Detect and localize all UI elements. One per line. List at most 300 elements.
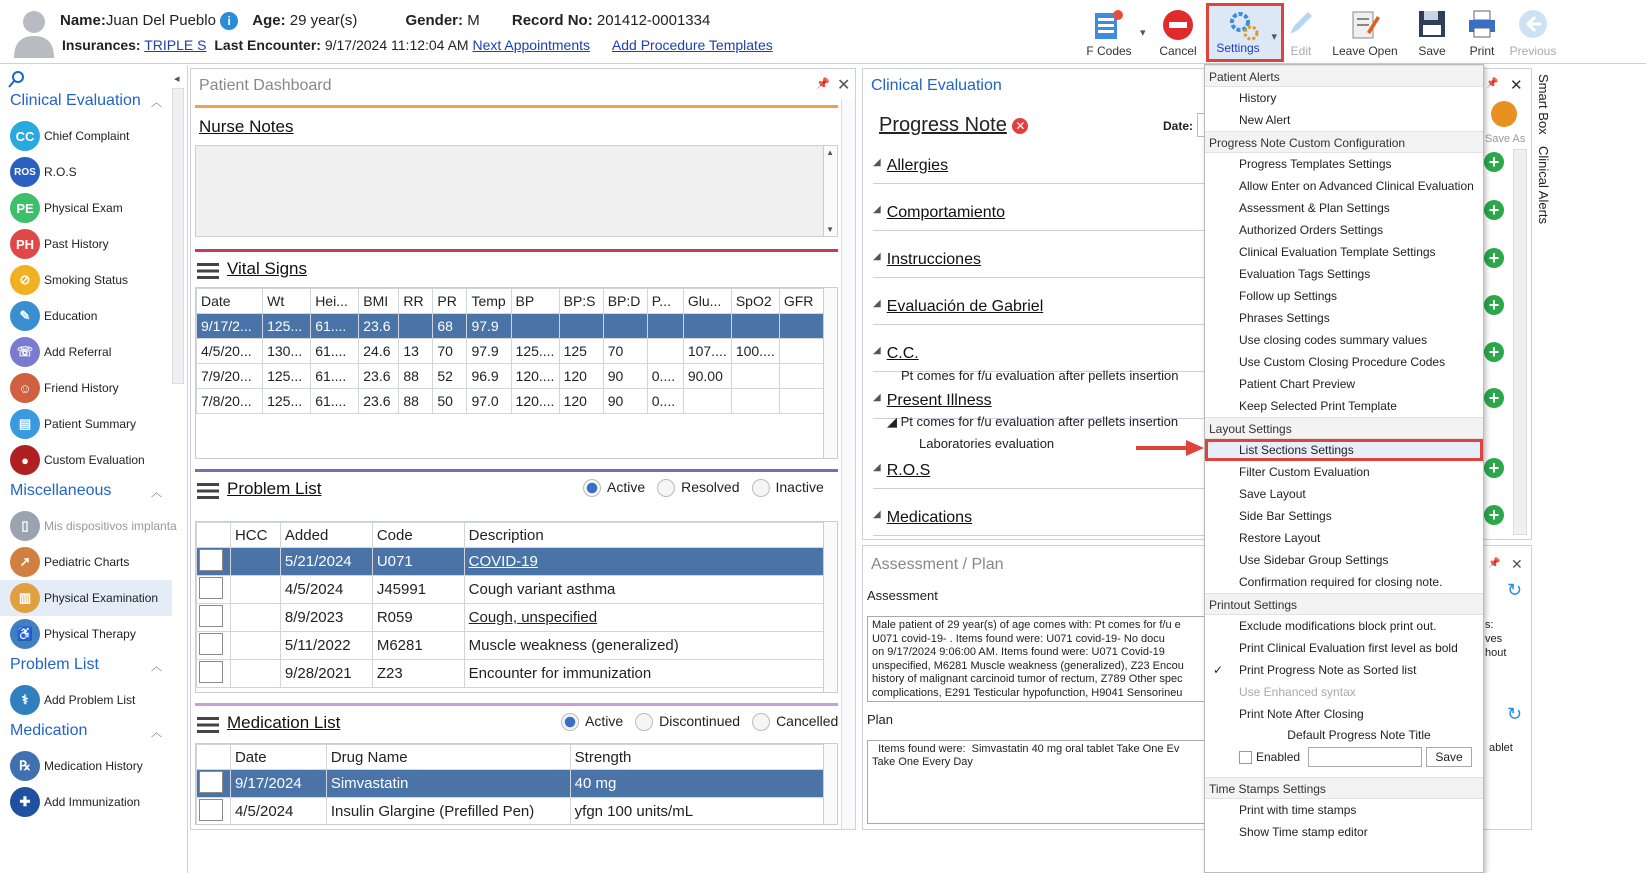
nav-item-icon: ⊘ (10, 265, 40, 295)
clinical-section[interactable]: ◢ Comportamiento (873, 204, 1005, 221)
row-checkbox[interactable] (199, 661, 223, 683)
leave-open-button[interactable]: Leave Open (1330, 4, 1400, 62)
nav-item[interactable] (0, 544, 172, 580)
remove-icon[interactable]: ✕ (1012, 118, 1028, 134)
add-icon[interactable]: + (1484, 295, 1504, 315)
table-cell: 120.... (511, 364, 559, 389)
add-icon[interactable]: + (1484, 248, 1504, 268)
column-header[interactable]: Code (372, 523, 464, 548)
clinical-section-wrap (873, 458, 1213, 505)
menu-header: Progress Note Custom Configuration (1205, 131, 1483, 153)
add-icon[interactable]: + (1484, 458, 1504, 478)
row-checkbox[interactable] (199, 799, 223, 821)
problem-heading: Problem List (197, 479, 321, 499)
table-cell (683, 389, 731, 414)
section-divider (873, 535, 1213, 536)
patient-dashboard-panel (190, 68, 856, 830)
enabled-checkbox[interactable] (1239, 751, 1252, 764)
table-cell: 120 (559, 389, 603, 414)
column-header[interactable] (197, 745, 231, 770)
default-title-save-button[interactable]: Save (1426, 747, 1472, 767)
menu-item[interactable]: Print Note After Closing (1239, 707, 1364, 721)
save-as-label[interactable]: Save As (1485, 133, 1526, 145)
clinical-section[interactable]: ◢ Allergies (873, 157, 949, 174)
row-checkbox[interactable] (199, 605, 223, 627)
menu-item[interactable]: Side Bar Settings (1239, 509, 1332, 523)
nav-item-label: Mis dispositivos implanta (44, 519, 177, 533)
nav-item-label: Education (44, 309, 98, 323)
table-row[interactable] (197, 770, 824, 798)
section-divider (873, 488, 1213, 489)
chevron-up-icon[interactable]: ︿ (151, 727, 162, 739)
settings-menu (1204, 64, 1484, 873)
table-cell (511, 314, 559, 339)
column-header[interactable]: BP:S (559, 289, 603, 314)
table-cell: Muscle weakness (generalized) (464, 632, 823, 660)
add-icon[interactable]: + (1484, 200, 1504, 220)
menu-item[interactable]: Save Layout (1239, 487, 1306, 501)
table-cell: J45991 (372, 576, 464, 604)
row-checkbox-cell[interactable] (197, 632, 231, 660)
table-cell: 125... (263, 364, 311, 389)
table-cell: 0.... (647, 389, 683, 414)
table-cell: 40 mg (570, 770, 823, 798)
left-navigation (0, 66, 188, 873)
assessment-label: Assessment (867, 588, 938, 603)
cc-text[interactable]: Pt comes for f/u evaluation after pellets insertion (901, 368, 1179, 383)
close-icon[interactable]: ✕ (837, 77, 851, 94)
section-divider (873, 183, 1213, 184)
dashboard-title: Patient Dashboard (199, 77, 332, 94)
filter-radio[interactable]: Inactive (752, 479, 824, 495)
table-cell: 97.9 (467, 314, 511, 339)
chevron-up-icon[interactable]: ︿ (151, 487, 162, 499)
floppy-icon (1416, 8, 1448, 40)
nav-item[interactable] (0, 262, 172, 298)
column-header[interactable]: HCC (230, 523, 280, 548)
expand-icon[interactable]: ◢ (873, 251, 881, 262)
table-cell: 88 (399, 389, 433, 414)
menu-item[interactable]: List Sections Settings (1205, 439, 1483, 461)
column-header[interactable]: Strength (570, 745, 823, 770)
dashboard-scrollbar[interactable] (841, 99, 855, 829)
nav-list (0, 88, 177, 820)
last-encounter: 9/17/2024 11:12:04 AM (324, 37, 469, 53)
menu-item[interactable]: Patient Chart Preview (1239, 377, 1356, 391)
clinical-section[interactable]: ◢ Evaluación de Gabriel (873, 298, 1044, 315)
column-header[interactable]: Glu... (683, 289, 731, 314)
table-cell: 8/9/2023 (280, 604, 372, 632)
menu-item[interactable]: Use Sidebar Group Settings (1239, 553, 1389, 567)
menu-item[interactable]: Follow up Settings (1239, 289, 1338, 303)
clinical-title: Clinical Evaluation (871, 77, 1002, 94)
pin-icon[interactable]: 📌 (1488, 558, 1501, 569)
table-cell: 130... (263, 339, 311, 364)
table-cell: 9/28/2021 (280, 660, 372, 688)
column-header[interactable]: Description (464, 523, 823, 548)
fcodes-button[interactable]: F Codes (1078, 4, 1140, 62)
nav-item[interactable] (0, 334, 172, 370)
table-row[interactable] (197, 389, 824, 414)
previous-button: Previous (1508, 4, 1558, 62)
add-icon[interactable]: + (1484, 505, 1504, 525)
table-row[interactable] (197, 576, 824, 604)
menu-item[interactable]: Confirmation required for closing note. (1239, 575, 1443, 589)
row-checkbox[interactable] (199, 633, 223, 655)
search-icon[interactable] (8, 70, 26, 88)
table-cell (559, 314, 603, 339)
nav-item[interactable] (0, 682, 172, 718)
column-header[interactable]: BP (511, 289, 559, 314)
menu-item[interactable]: Show Time stamp editor (1239, 825, 1368, 839)
menu-item[interactable]: Use Custom Closing Procedure Codes (1239, 355, 1446, 369)
cancel-button[interactable]: Cancel (1153, 4, 1203, 62)
close-icon[interactable]: ✕ (1510, 77, 1523, 94)
filter-radio[interactable]: Cancelled (752, 713, 838, 729)
fcodes-dropdown-icon[interactable]: ▾ (1140, 27, 1146, 39)
menu-item[interactable]: Restore Layout (1239, 531, 1321, 545)
table-cell: 90 (603, 364, 647, 389)
column-header[interactable]: Date (197, 289, 263, 314)
clinical-alerts-tab[interactable]: Clinical Alerts (1536, 146, 1551, 225)
expand-icon[interactable]: ◢ (873, 157, 881, 168)
nav-section-title[interactable]: Clinical Evaluation ︿ (0, 88, 172, 118)
add-icon[interactable]: + (1484, 342, 1504, 362)
row-checkbox-cell[interactable] (197, 604, 231, 632)
nav-item-label: Chief Complaint (44, 129, 130, 143)
fcodes-icon (1092, 8, 1126, 42)
settings-button[interactable]: Settings ▾ (1206, 3, 1284, 62)
table-cell: Insulin Glargine (Prefilled Pen) (326, 798, 570, 826)
enabled-label: Enabled (1256, 750, 1301, 764)
table-cell: yfgn 100 units/mL (570, 798, 823, 826)
section-divider (873, 324, 1213, 325)
menu-item[interactable]: New Alert (1239, 113, 1291, 127)
column-header[interactable]: SpO2 (731, 289, 779, 314)
menu-header: Layout Settings (1205, 417, 1483, 439)
row-checkbox-cell[interactable] (197, 798, 231, 826)
nav-item[interactable] (0, 616, 172, 652)
vitals-table-wrap (195, 287, 838, 459)
plan-textarea[interactable]: Items found were: Simvastatin 40 mg oral tablet Take One Ev Take One Every Day (867, 740, 1207, 824)
clinical-section-wrap (873, 341, 1213, 388)
nav-item[interactable] (0, 784, 172, 820)
expand-icon[interactable]: ◢ (873, 204, 881, 215)
menu-item[interactable]: Authorized Orders Settings (1239, 223, 1384, 237)
table-cell: U071 (372, 548, 464, 576)
nav-item-icon: ● (10, 445, 40, 475)
row-checkbox[interactable] (199, 549, 223, 571)
nav-section-title[interactable]: Problem List ︿ (0, 652, 172, 682)
nav-item-label: R.O.S (44, 165, 77, 179)
expand-icon[interactable]: ◢ (873, 509, 881, 520)
nav-item-label: Add Referral (44, 345, 112, 359)
table-cell: 61.... (311, 339, 359, 364)
column-header[interactable]: RR (399, 289, 433, 314)
table-cell (230, 632, 280, 660)
table-header-row (197, 523, 824, 548)
row-checkbox[interactable] (199, 577, 223, 599)
pi-text[interactable]: ◢ Pt comes for f/u evaluation after pellets insertion (887, 414, 1179, 429)
add-icon[interactable]: + (1484, 388, 1504, 408)
table-row[interactable] (197, 604, 824, 632)
column-header[interactable]: Date (230, 745, 326, 770)
table-row[interactable] (197, 339, 824, 364)
nav-section-title[interactable]: Miscellaneous ︿ (0, 478, 172, 508)
clinical-section-wrap (873, 200, 1213, 247)
nurse-notes-textarea[interactable]: ▲ ▼ (195, 145, 838, 237)
menu-item[interactable]: History (1239, 91, 1277, 105)
column-header[interactable]: BP:D (603, 289, 647, 314)
menu-header: Patient Alerts (1205, 65, 1483, 87)
table-cell: 5/11/2022 (280, 632, 372, 660)
expand-icon[interactable]: ◢ (873, 298, 881, 309)
pi-sub-text[interactable]: Laboratories evaluation (919, 436, 1055, 451)
save-button[interactable]: Save (1410, 4, 1454, 62)
table-cell: 120 (559, 364, 603, 389)
smart-box-tab[interactable]: Smart Box (1536, 74, 1551, 135)
print-button[interactable]: Print (1460, 4, 1504, 62)
insurance-link[interactable]: TRIPLE S (144, 37, 207, 53)
plan-label: Plan (867, 712, 894, 727)
clinical-section[interactable]: ◢ Medications (873, 509, 973, 526)
default-title-label: Default Progress Note Title (1287, 728, 1431, 742)
column-header[interactable]: Wt (263, 289, 311, 314)
patient-header (0, 0, 1646, 64)
column-header[interactable]: Drug Name (326, 745, 570, 770)
nav-item[interactable] (0, 154, 172, 190)
patient-info-line1: Name:Juan Del Pueblo i Age: 29 year(s) Gender: M Record No: 201412-0001334 (60, 12, 711, 29)
table-cell: 100.... (731, 339, 779, 364)
expand-icon[interactable]: ◢ (873, 462, 881, 473)
menu-item[interactable]: Assessment & Plan Settings (1239, 201, 1390, 215)
table-cell: 70 (603, 339, 647, 364)
table-cell (230, 576, 280, 604)
column-header[interactable]: Added (280, 523, 372, 548)
table-cell: 90.00 (683, 364, 731, 389)
refresh-icon[interactable]: ↻ (1507, 580, 1523, 600)
default-title-input[interactable] (1308, 747, 1422, 767)
nav-item-icon: ☺ (10, 373, 40, 403)
filter-radio[interactable]: Discontinued (635, 713, 740, 729)
nav-scrollbar[interactable] (172, 88, 186, 384)
menu-icon[interactable] (197, 717, 219, 733)
clinical-section[interactable]: ◢ C.C. (873, 345, 919, 362)
menu-item[interactable]: Print with time stamps (1239, 803, 1357, 817)
column-header[interactable]: GFR (779, 289, 823, 314)
radio-icon (583, 479, 601, 497)
table-cell: 4/5/20... (197, 339, 263, 364)
table-cell: 52 (433, 364, 467, 389)
printer-icon (1466, 8, 1498, 40)
medication-table-wrap (195, 743, 838, 825)
nav-section-title[interactable]: Medication ︿ (0, 718, 172, 748)
column-header[interactable]: BMI (359, 289, 399, 314)
table-row[interactable] (197, 364, 824, 389)
table-cell: 96.9 (467, 364, 511, 389)
nav-item[interactable] (0, 190, 172, 226)
table-cell (731, 364, 779, 389)
nav-item[interactable] (0, 118, 172, 154)
menu-item[interactable]: Filter Custom Evaluation (1239, 465, 1370, 479)
close-icon[interactable]: ✕ (1511, 556, 1523, 572)
chevron-up-icon[interactable]: ︿ (151, 97, 162, 109)
clinical-section-wrap (873, 294, 1213, 341)
nurse-notes-heading: Nurse Notes (199, 117, 294, 136)
column-header[interactable]: Hei... (311, 289, 359, 314)
nav-item[interactable] (0, 370, 172, 406)
filter-radio[interactable]: Active (583, 479, 645, 495)
nav-item-icon: ✎ (10, 301, 40, 331)
row-checkbox[interactable] (199, 771, 223, 793)
filter-radio[interactable]: Resolved (657, 479, 739, 495)
menu-item[interactable]: Print Clinical Evaluation first level as bold (1239, 641, 1458, 655)
table-cell: 23.6 (359, 389, 399, 414)
pencil-icon (1286, 8, 1316, 38)
menu-item[interactable]: Keep Selected Print Template (1239, 399, 1397, 413)
nav-item[interactable] (0, 226, 172, 262)
table-cell: 88 (399, 364, 433, 389)
patient-record: 201412-0001334 (596, 12, 711, 29)
add-icon[interactable]: + (1484, 152, 1504, 172)
table-cell: 97.9 (467, 339, 511, 364)
table-cell: 68 (433, 314, 467, 339)
table-cell (647, 339, 683, 364)
side-tabs (1534, 68, 1646, 830)
nav-item-icon: ✚ (10, 787, 40, 817)
column-header[interactable]: P... (647, 289, 683, 314)
collapse-nav-icon[interactable]: ◂ (174, 73, 180, 85)
table-cell: 90 (603, 389, 647, 414)
expand-icon[interactable]: ◢ (873, 345, 881, 356)
clinical-scrollbar[interactable] (1513, 149, 1527, 535)
table-cell (683, 314, 731, 339)
assessment-textarea[interactable]: Male patient of 29 year(s) of age comes with: Pt comes for f/u e U071 covid-19- . Items found were: U071 covid-19- No docu on 9/17/2024 9:06:00 AM. Items found were: U071 Covid-19 unspecified, M6281 Muscle weakness (generalized), Z23 Encou history of malignant carcinoid tumor of rectum, Z789 Other spec complications, E291 Testicular hypofunction, H9041 Sensorineu (867, 616, 1207, 702)
menu-groups (1205, 65, 1483, 725)
nav-item[interactable] (0, 508, 177, 544)
pin-icon[interactable]: 📌 (816, 78, 830, 90)
table-cell: 9/17/2... (197, 314, 263, 339)
table-row[interactable] (197, 798, 824, 826)
refresh-plan-icon[interactable]: ↻ (1507, 704, 1523, 724)
row-checkbox-cell[interactable] (197, 576, 231, 604)
column-header[interactable]: Temp (467, 289, 511, 314)
add-procedure-templates-link[interactable]: Add Procedure Templates (611, 37, 773, 53)
table-cell (399, 314, 433, 339)
vitals-heading: Vital Signs (197, 259, 307, 279)
nav-item-icon: ♿ (10, 619, 40, 649)
table-header-row (197, 289, 824, 314)
arrow-left-icon (1517, 8, 1549, 40)
cancel-icon (1161, 8, 1195, 42)
table-row[interactable] (197, 632, 824, 660)
row-checkbox-cell[interactable] (197, 548, 231, 576)
nav-item[interactable] (0, 748, 172, 784)
section-divider (873, 230, 1213, 231)
clinical-section-wrap (873, 247, 1213, 294)
table-row[interactable] (197, 660, 824, 688)
problem-table (196, 522, 824, 688)
clinical-section[interactable]: ◢ Present Illness (873, 392, 992, 409)
menu-icon[interactable] (197, 483, 219, 499)
nav-item-label: Add Immunization (44, 795, 141, 809)
clinical-section[interactable]: ◢ Instrucciones (873, 251, 981, 268)
table-cell: Cough variant asthma (464, 576, 823, 604)
date-label: Date: (1163, 119, 1194, 133)
menu-item[interactable]: Allow Enter on Advanced Clinical Evaluation (1239, 179, 1474, 193)
nav-item-label: Physical Examination (44, 591, 159, 605)
table-row[interactable] (197, 548, 824, 576)
info-icon[interactable]: i (220, 12, 238, 30)
vitals-table (196, 288, 824, 414)
table-cell: 125... (263, 389, 311, 414)
menu-icon[interactable] (197, 263, 219, 279)
row-checkbox-cell[interactable] (197, 770, 231, 798)
nurse-notes-bar (195, 105, 838, 108)
medication-bar (195, 703, 838, 706)
nav-item-label: Pediatric Charts (44, 555, 130, 569)
clinical-sections (873, 153, 1213, 552)
nav-item[interactable] (0, 580, 172, 616)
pin-icon[interactable]: 📌 (1486, 78, 1499, 89)
column-header[interactable]: PR (433, 289, 467, 314)
nav-item-icon: ▤ (10, 409, 40, 439)
table-cell (230, 660, 280, 688)
table-cell: 9/17/2024 (230, 770, 326, 798)
table-cell[interactable]: Cough, unspecified (464, 604, 823, 632)
menu-header: Printout Settings (1205, 593, 1483, 615)
table-cell: 5/21/2024 (280, 548, 372, 576)
menu-item[interactable]: Use closing codes summary values (1239, 333, 1428, 347)
filter-radio[interactable]: Active (561, 713, 623, 729)
next-appointments-link[interactable]: Next Appointments (472, 37, 590, 53)
table-cell (779, 339, 823, 364)
row-checkbox-cell[interactable] (197, 660, 231, 688)
nav-item[interactable] (0, 298, 172, 334)
table-cell: R059 (372, 604, 464, 632)
nav-item-icon: ROS (10, 157, 40, 187)
radio-icon (657, 479, 675, 497)
save-as-icon[interactable] (1491, 101, 1517, 127)
menu-item[interactable]: Evaluation Tags Settings (1239, 267, 1371, 281)
table-cell: Encounter for immunization (464, 660, 823, 688)
assessment-title: Assessment / Plan (871, 556, 1004, 573)
menu-item[interactable]: ✓ Print Progress Note as Sorted list (1205, 659, 1483, 681)
table-cell (603, 314, 647, 339)
clinical-section[interactable]: ◢ R.O.S (873, 462, 931, 479)
expand-icon[interactable]: ◢ (873, 392, 881, 403)
menu-item[interactable]: Exclude modifications block print out. (1239, 619, 1437, 633)
section-divider (873, 277, 1213, 278)
nav-item-icon: ℞ (10, 751, 40, 781)
table-cell: 4/5/2024 (230, 798, 326, 826)
nav-item[interactable] (0, 442, 172, 478)
assessment-right-text: s: ves hout (1485, 619, 1507, 659)
nav-item[interactable] (0, 406, 172, 442)
table-cell[interactable]: COVID-19 (464, 548, 823, 576)
nav-item-label: Custom Evaluation (44, 453, 145, 467)
table-cell: 70 (433, 339, 467, 364)
nav-item-icon: ↗ (10, 547, 40, 577)
table-cell: 0.... (647, 364, 683, 389)
chevron-up-icon[interactable]: ︿ (151, 661, 162, 673)
table-cell (731, 314, 779, 339)
table-row[interactable] (197, 314, 824, 339)
menu-item[interactable]: Progress Templates Settings (1239, 157, 1392, 171)
menu-item[interactable]: Phrases Settings (1239, 311, 1330, 325)
column-header[interactable] (197, 523, 231, 548)
menu-item[interactable]: Clinical Evaluation Template Settings (1239, 245, 1436, 259)
